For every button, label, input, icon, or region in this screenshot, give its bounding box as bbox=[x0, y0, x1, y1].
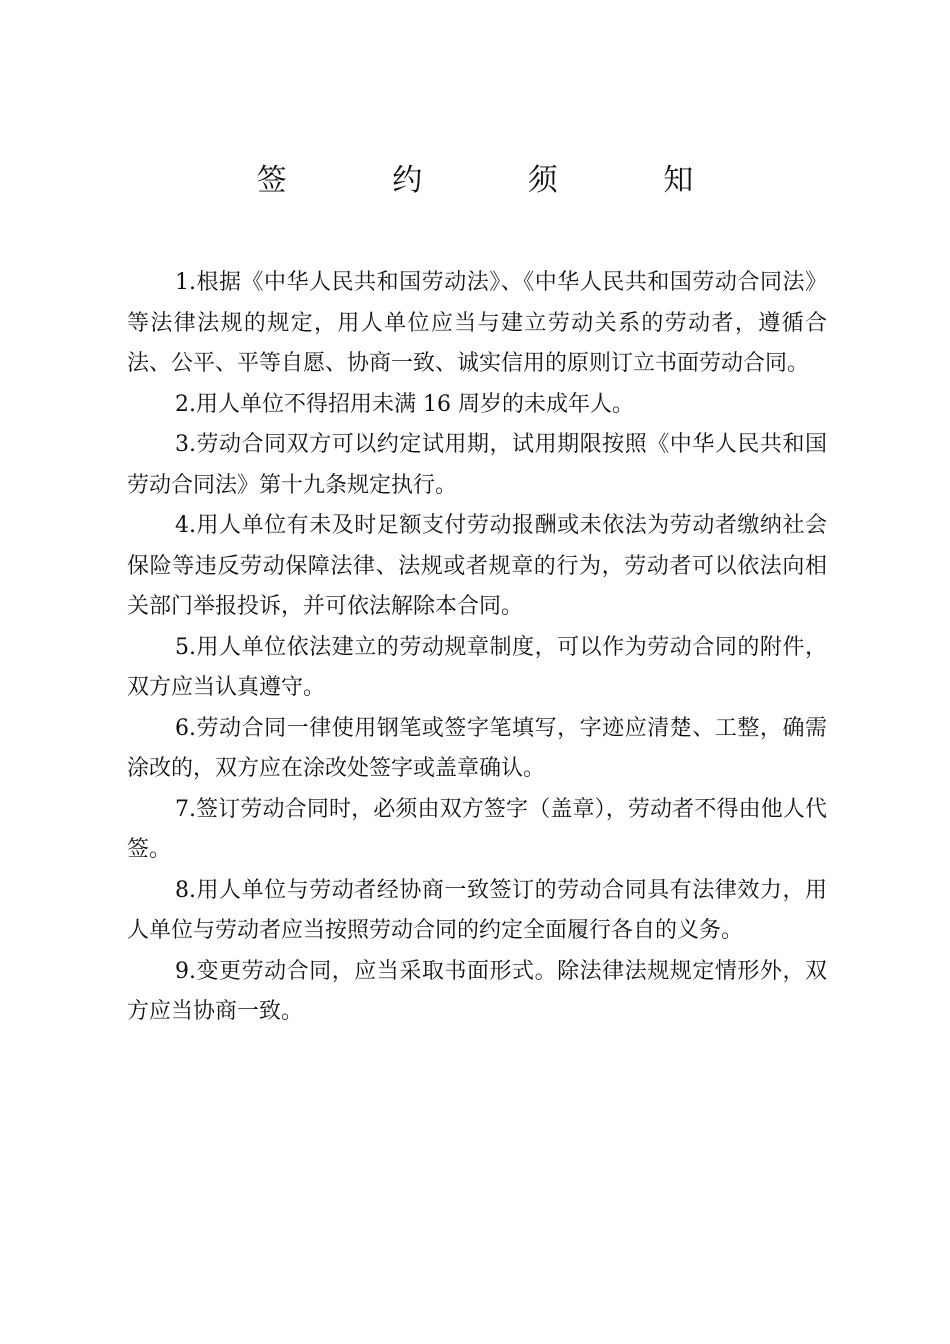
clause-6: 6.劳动合同一律使用钢笔或签字笔填写，字迹应清楚、工整，确需涂改的，双方应在涂改处签字或盖章确认。 bbox=[127, 715, 827, 781]
document-body bbox=[127, 263, 827, 1033]
clause-8: 8.用人单位与劳动者经协商一致签订的劳动合同具有法律效力，用人单位与劳动者应当按照劳动合同的约定全面履行各自的义务。 bbox=[127, 877, 827, 943]
clause-7: 7.签订劳动合同时，必须由双方签字（盖章），劳动者不得由他人代签。 bbox=[127, 796, 827, 862]
document-title: 签 约 须 知 bbox=[256, 163, 742, 198]
clause-3: 3.劳动合同双方可以约定试用期，试用期限按照《中华人民共和国劳动合同法》第十九条规定执行。 bbox=[127, 432, 827, 498]
clause-5: 5.用人单位依法建立的劳动规章制度，可以作为劳动合同的附件，双方应当认真遵守。 bbox=[127, 634, 827, 700]
clause-1: 1.根据《中华人民共和国劳动法》、《中华人民共和国劳动合同法》等法律法规的规定，用人单位应当与建立劳动关系的劳动者，遵循合法、公平、平等自愿、协商一致、诚实信用的原则订立书面劳动合同。 bbox=[127, 270, 827, 376]
clause-2: 2.用人单位不得招用未满 16 周岁的未成年人。 bbox=[175, 391, 634, 417]
clause-4: 4.用人单位有未及时足额支付劳动报酬或未依法为劳动者缴纳社会保险等违反劳动保障法律、法规或者规章的行为，劳动者可以依法向相关部门举报投诉，并可依法解除本合同。 bbox=[127, 513, 827, 619]
clause-9: 9.变更劳动合同，应当采取书面形式。除法律法规规定情形外，双方应当协商一致。 bbox=[127, 958, 827, 1024]
